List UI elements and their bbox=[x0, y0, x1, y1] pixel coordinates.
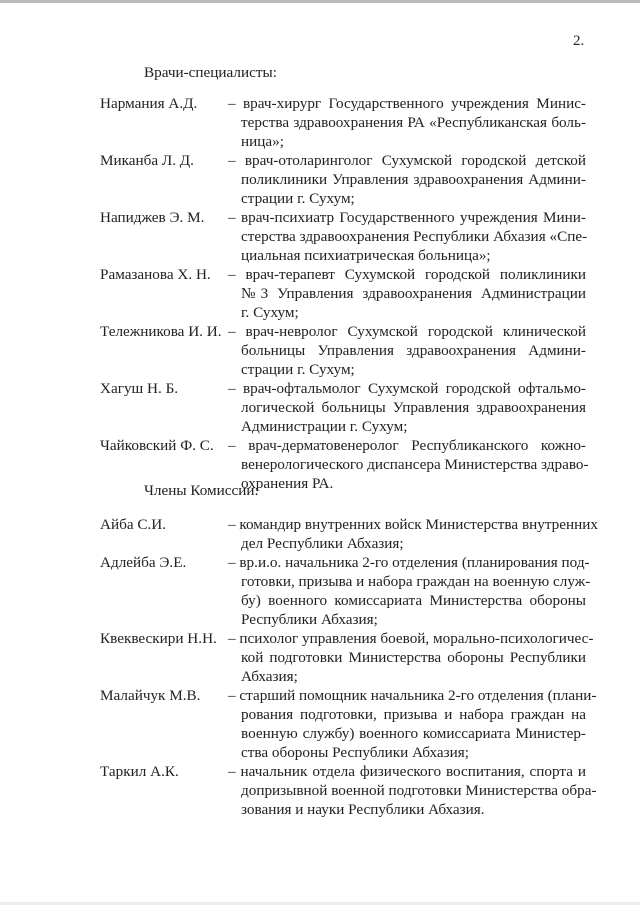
position-line: стерства здравоохранения Республики Абхазия «Спе- bbox=[241, 228, 588, 245]
position-line: №3 Управления здравоохранения Администрации bbox=[241, 285, 586, 302]
list-item bbox=[100, 94, 590, 151]
position-line: г. Сухум; bbox=[241, 304, 299, 321]
position-line: Абхазия; bbox=[241, 668, 298, 685]
position-line: – врач-офтальмолог Сухумской городской офтальмо- bbox=[228, 380, 586, 397]
position-line: венерологического диспансера Министерства здраво- bbox=[241, 456, 589, 473]
person-name: Айба С.И. bbox=[100, 516, 167, 533]
person-name: Нармания А.Д. bbox=[100, 95, 198, 112]
position-line: ница»; bbox=[241, 133, 284, 150]
position-line: страции г. Сухум; bbox=[241, 190, 355, 207]
position-line: охранения РА. bbox=[241, 475, 334, 492]
position-line: – врач-хирург Государственного учреждения Минис- bbox=[228, 95, 586, 112]
list-item bbox=[100, 265, 590, 322]
person-name: Малайчук М.В. bbox=[100, 687, 201, 704]
position-line: – командир внутренних войск Министерства внутренних bbox=[228, 516, 598, 533]
person-position bbox=[228, 379, 586, 436]
position-line: циальная психиатрическая больница»; bbox=[241, 247, 491, 264]
page-number: 2. bbox=[573, 33, 585, 49]
person-position bbox=[228, 436, 589, 493]
position-line: страции г. Сухум; bbox=[241, 361, 355, 378]
person-position bbox=[228, 265, 586, 322]
person-position bbox=[228, 208, 586, 265]
person-position bbox=[228, 94, 586, 151]
person-name: Тележникова И. И. bbox=[100, 323, 222, 340]
position-line: – вр.и.о. начальника 2-го отделения (планирования под- bbox=[228, 554, 590, 571]
position-line: бу) военного комиссариата Министерства обороны bbox=[241, 592, 586, 609]
position-line: Администрации г. Сухум; bbox=[241, 418, 408, 435]
section-heading-members: Члены Комиссии: bbox=[144, 482, 259, 499]
position-line: терства здравоохранения РА «Республиканская боль- bbox=[241, 114, 586, 131]
position-line: – врач-дерматовенеролог Республиканского кожно- bbox=[228, 437, 586, 454]
position-line: военную службу) военного комиссариата Министер- bbox=[241, 725, 586, 742]
list-item bbox=[100, 322, 590, 379]
list-item bbox=[100, 208, 590, 265]
person-position bbox=[228, 629, 594, 686]
specialists-list bbox=[100, 94, 590, 493]
person-name: Миканба Л. Д. bbox=[100, 152, 194, 169]
position-line: – врач-невролог Сухумской городской клинической bbox=[228, 323, 586, 340]
position-line: допризывной военной подготовки Министерства обра- bbox=[241, 782, 597, 799]
position-line: ства обороны Республики Абхазия; bbox=[241, 744, 469, 761]
person-name: Чайковский Ф. С. bbox=[100, 437, 214, 454]
position-line: готовки, призыва и набора граждан на военную служ- bbox=[241, 573, 591, 590]
position-line: – психолог управления боевой, морально-психологичес- bbox=[228, 630, 594, 647]
position-line: кой подготовки Министерства обороны Республики bbox=[241, 649, 586, 666]
person-name: Таркил А.К. bbox=[100, 763, 179, 780]
list-item bbox=[100, 629, 594, 686]
position-line: – старший помощник начальника 2-го отделения (плани- bbox=[228, 687, 597, 704]
list-item bbox=[100, 686, 597, 762]
person-name: Хагуш Н. Б. bbox=[100, 380, 179, 397]
list-item bbox=[100, 151, 590, 208]
position-line: Республики Абхазия; bbox=[241, 611, 378, 628]
position-line: зования и науки Республики Абхазия. bbox=[241, 801, 485, 818]
list-item bbox=[100, 515, 598, 553]
person-name: Квеквескири Н.Н. bbox=[100, 630, 217, 647]
position-line: дел Республики Абхазия; bbox=[241, 535, 404, 552]
position-line: логической больницы Управления здравоохранения bbox=[241, 399, 586, 416]
position-line: поликлиники Управления здравоохранения Админи- bbox=[241, 171, 586, 188]
position-line: больницы Управления здравоохранения Админи- bbox=[241, 342, 586, 359]
person-position bbox=[228, 151, 586, 208]
person-name: Адлейба Э.Е. bbox=[100, 554, 187, 571]
members-list bbox=[100, 515, 598, 819]
position-line: – врач-отоларинголог Сухумской городской детской bbox=[228, 152, 586, 169]
section-heading-specialists: Врачи-специалисты: bbox=[144, 64, 277, 81]
position-line: – начальник отдела физического воспитания, спорта и bbox=[228, 763, 586, 780]
position-line: – врач-психиатр Государственного учреждения Мини- bbox=[228, 209, 586, 226]
list-item bbox=[100, 553, 590, 629]
person-name: Рамазанова Х. Н. bbox=[100, 266, 211, 283]
person-position bbox=[228, 553, 591, 629]
person-position bbox=[228, 762, 597, 819]
position-line: – врач-терапевт Сухумской городской поликлиники bbox=[228, 266, 586, 283]
scan-edge-top bbox=[0, 0, 640, 3]
person-name: Напиджев Э. М. bbox=[100, 209, 205, 226]
position-line: рования подготовки, призыва и набора граждан на bbox=[241, 706, 586, 723]
person-position bbox=[228, 686, 597, 762]
person-position bbox=[228, 322, 586, 379]
list-item bbox=[100, 379, 590, 436]
list-item bbox=[100, 762, 597, 819]
person-position bbox=[228, 515, 598, 553]
